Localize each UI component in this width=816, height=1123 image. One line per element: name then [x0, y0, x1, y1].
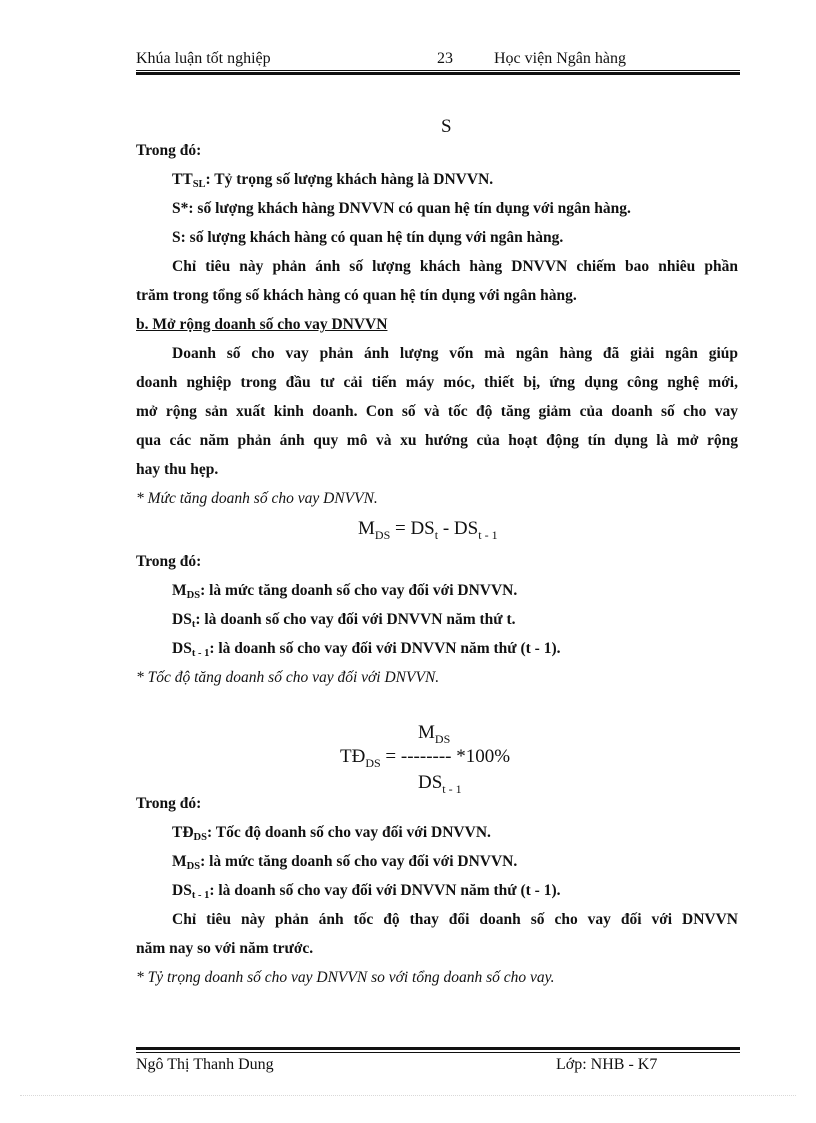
header-rule-thin [136, 70, 740, 71]
trong-do-label: Trong đó: [136, 795, 202, 812]
header-right: Học viện Ngân hàng [494, 50, 626, 67]
footer-class: Lớp: NHB - K7 [556, 1056, 658, 1073]
footer-author: Ngô Thị Thanh Dung [136, 1056, 274, 1073]
paragraph-line: qua các năm phản ánh quy mô và xu hướng của hoạt động tín dụng là mở rộng [136, 432, 738, 449]
formula1-denominator: S [441, 116, 452, 137]
definition-s-star: S*: số lượng khách hàng DNVVN có quan hệ tín dụng với ngân hàng. [172, 200, 631, 217]
paragraph-line: doanh nghiệp trong đầu tư cải tiến máy móc, thiết bị, ứng dụng công nghệ mới, [136, 374, 738, 391]
trong-do-label: Trong đó: [136, 142, 202, 159]
formula-numerator: $M_{DS}$ [418, 722, 451, 746]
paragraph-line: hay thu hẹp. [136, 461, 219, 478]
item-title: * Tốc độ tăng doanh số cho vay đối với DNVVN. [136, 669, 440, 686]
definition-ds-t: $DS_t$: là doanh số cho vay đối với DNVVN năm thứ t. [172, 611, 516, 630]
definition-ds-t1: $DS_{t - 1}$: là doanh số cho vay đối với DNVVN năm thứ (t - 1). [172, 882, 561, 901]
header-rule-thick [136, 72, 740, 75]
paragraph-line: Chỉ tiêu này phản ánh tốc độ thay đổi doanh số cho vay đối với DNVVN [172, 911, 738, 928]
formula-td: $TĐ_{DS}$ = -------- *100% [340, 746, 511, 770]
definition-mds: $M_{DS}$: là mức tăng doanh số cho vay đối với DNVVN. [172, 853, 518, 872]
footer-rule-thin [136, 1052, 740, 1053]
paragraph-line: trăm trong tổng số khách hàng có quan hệ tín dụng với ngân hàng. [136, 287, 577, 304]
definition-s: S: số lượng khách hàng có quan hệ tín dụng với ngân hàng. [172, 229, 564, 246]
definition-td-ds: $TĐ_{DS}$: Tốc độ doanh số cho vay đối với DNVVN. [172, 824, 491, 843]
definition-tt-sl: $TT_{SL}$: Tỷ trọng số lượng khách hàng là DNVVN. [172, 171, 494, 190]
page-number: 23 [437, 50, 453, 67]
footer-rule-thick [136, 1047, 740, 1050]
formula-denominator: $DS_{t - 1}$ [418, 772, 462, 796]
item-title: * Tỷ trọng doanh số cho vay DNVVN so với tổng doanh số cho vay. [136, 969, 555, 986]
trong-do-label: Trong đó: [136, 553, 202, 570]
paragraph-line: mở rộng sản xuất kinh doanh. Con số và tốc độ tăng giảm của doanh số cho vay [136, 403, 738, 420]
paragraph-line: năm nay so với năm trước. [136, 940, 314, 957]
header-left: Khúa luận tốt nghiệp [136, 50, 271, 67]
definition-ds-t1: $DS_{t - 1}$: là doanh số cho vay đối với DNVVN năm thứ (t - 1). [172, 640, 561, 659]
definition-mds: $M_{DS}$: là mức tăng doanh số cho vay đối với DNVVN. [172, 582, 518, 601]
paragraph-line: Doanh số cho vay phản ánh lượng vốn mà ngân hàng đã giải ngân giúp [172, 345, 738, 362]
page-bottom-dotted-line [20, 1095, 796, 1096]
formula-mds: $M_{DS} = DS_t - DS_{t - 1}$ [358, 518, 498, 542]
section-heading: b. Mở rộng doanh số cho vay DNVVN [136, 316, 388, 333]
paragraph-line: Chỉ tiêu này phản ánh số lượng khách hàng DNVVN chiếm bao nhiêu phần [172, 258, 738, 275]
item-title: * Mức tăng doanh số cho vay DNVVN. [136, 490, 378, 507]
